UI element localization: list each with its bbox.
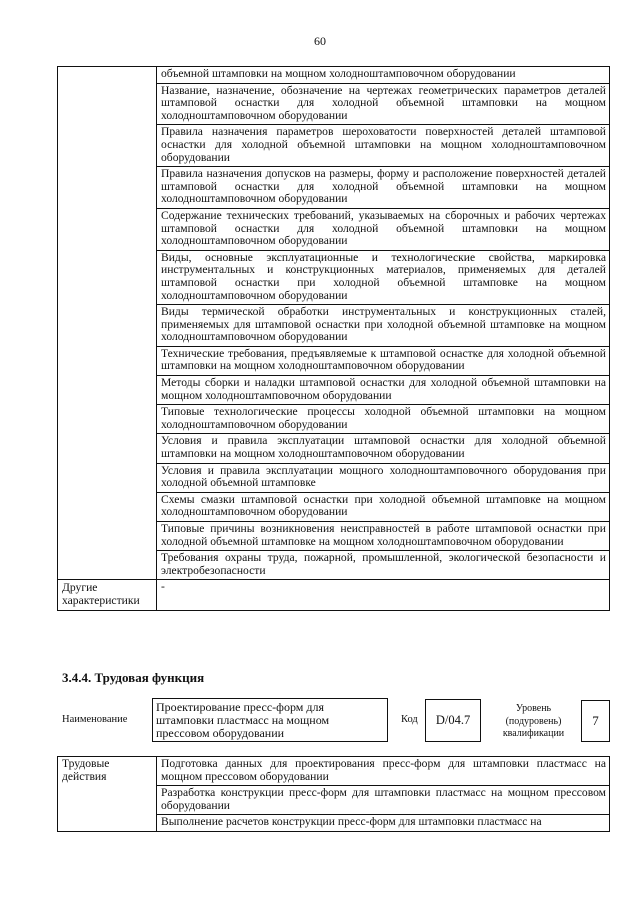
knowledge-item: Условия и правила эксплуатации мощного холодноштамповочного оборудования при холодной объемной штамповке — [157, 463, 610, 492]
knowledge-item: Типовые технологические процессы холодной объемной штамповки на мощном холодноштамповочном оборудовании — [157, 405, 610, 434]
code-box: D/04.7 — [425, 699, 481, 742]
other-characteristics-value: - — [157, 580, 610, 610]
labor-action-item: Подготовка данных для проектирования пресс-форм для штамповки пластмасс на мощном прессовом оборудовании — [157, 757, 610, 786]
knowledge-item: Условия и правила эксплуатации штамповой оснастки для холодной объемной штамповки на мощном холодноштамповочном оборудовании — [157, 434, 610, 463]
page-number: 60 — [314, 34, 326, 48]
knowledge-item: Правила назначения параметров шероховатости поверхностей деталей штамповой оснастки для холодной объемной штамповки на мощном холодноштамповочном оборудовании — [157, 125, 610, 167]
labor-actions-table — [57, 756, 610, 832]
knowledge-item: Содержание технических требований, указываемых на сборочных и рабочих чертежах штамповой оснастки для холодной объемной штамповки на мощном холодноштамповочном оборудовании — [157, 208, 610, 250]
other-characteristics-label: Другие характеристики — [58, 580, 157, 610]
knowledge-item: Схемы смазки штамповой оснастки при холодной объемной штамповке на мощном холодноштамповочном оборудовании — [157, 492, 610, 521]
knowledge-item: Требования охраны труда, пожарной, промышленной, экологической безопасности и электробезопасности — [157, 551, 610, 580]
table-row — [58, 580, 610, 610]
row-label-cell — [58, 67, 157, 580]
labor-action-item: Разработка конструкции пресс-форм для штамповки пластмасс на мощном прессовом оборудовании — [157, 786, 610, 815]
knowledge-item: Правила назначения допусков на размеры, форму и расположение поверхностей деталей штамповой оснастки для холодной объемной штамповки на мощном холодноштамповочном оборудовании — [157, 167, 610, 209]
labor-actions-label: Трудовые действия — [58, 757, 157, 832]
knowledge-table — [57, 66, 610, 611]
function-name-box: Проектирование пресс-форм для штамповки пластмасс на мощном прессовом оборудовании — [152, 698, 388, 742]
qualification-level-label: Уровень (подуровень) квалификации — [502, 703, 565, 739]
table-row — [58, 67, 610, 84]
knowledge-item: Название, назначение, обозначение на чертежах геометрических параметров деталей штамповой оснастки для холодной объемной штамповки на мощном холодноштамповочном оборудовании — [157, 83, 610, 125]
knowledge-item: объемной штамповки на мощном холодноштамповочном оборудовании — [157, 67, 610, 84]
knowledge-item: Методы сборки и наладки штамповой оснастки для холодной объемной штамповки на мощном холодноштамповочном оборудовании — [157, 376, 610, 405]
qualification-level-box: 7 — [581, 700, 610, 742]
labor-action-item: Выполнение расчетов конструкции пресс-форм для штамповки пластмасс на — [157, 815, 610, 832]
name-label: Наименование — [62, 714, 128, 725]
code-label: Код — [401, 714, 418, 725]
section-title: 3.4.4. Трудовая функция — [62, 670, 205, 685]
knowledge-item: Технические требования, предъявляемые к штамповой оснастке для холодной объемной штамповки на мощном холодноштамповочном оборудовании — [157, 346, 610, 375]
knowledge-item: Типовые причины возникновения неисправностей в работе штамповой оснастки при холодной объемной штамповке на мощном холодноштамповочном оборудовании — [157, 522, 610, 551]
table-row — [58, 757, 610, 786]
knowledge-item: Виды, основные эксплуатационные и технологические свойства, маркировка инструментальных и конструкционных материалов, применяемых для деталей штамповой оснастки при холодной объемной штамповке на мощном холодноштамповочном оборудовании — [157, 250, 610, 304]
knowledge-item: Виды термической обработки инструментальных и конструкционных сталей, применяемых для штамповой оснастки при холодной объемной штамповке на мощном холодноштамповочном оборудовании — [157, 305, 610, 347]
